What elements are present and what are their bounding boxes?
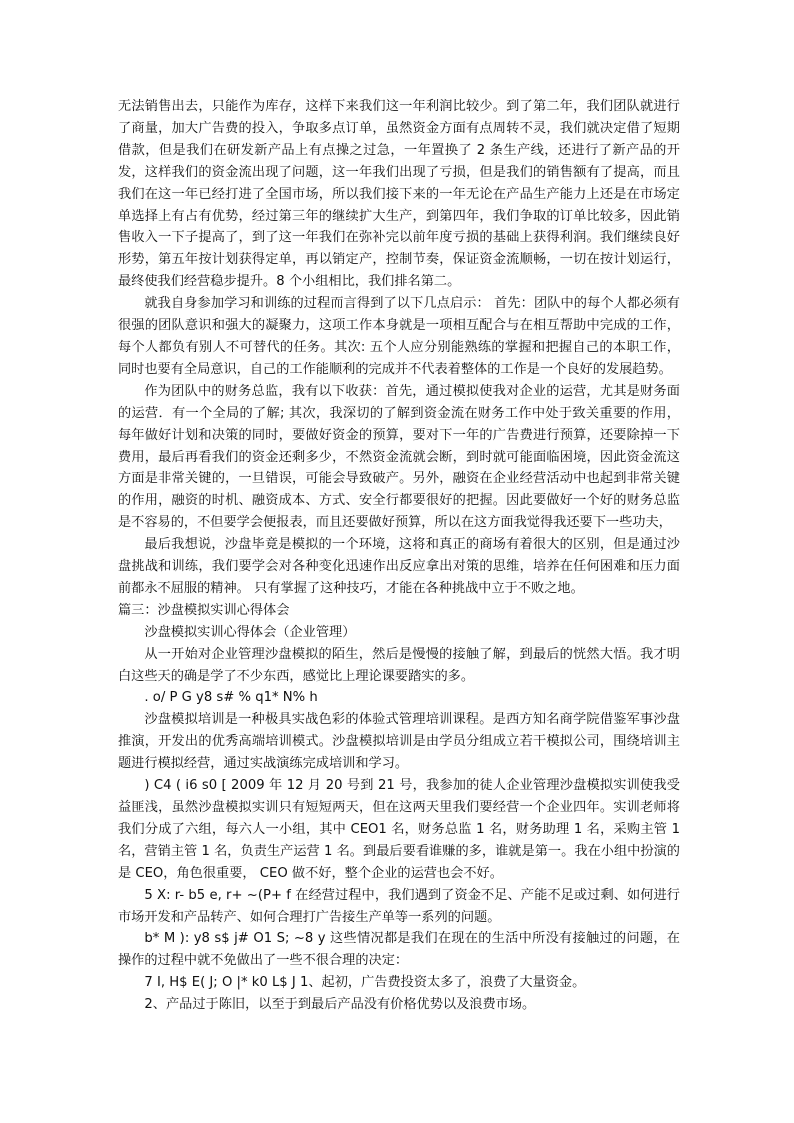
document-page [118, 96, 680, 1016]
body-paragraph: 2、产品过于陈旧，以至于到最后产品没有价格优势以及浪费市场。 [144, 997, 536, 1013]
body-paragraph: 从一开始对企业管理沙盘模拟的陌生，然后是慢慢的接触了解，到最后的恍然大悟。我才明白这些天的确是学了不少东西，感觉比上理论课要踏实的多。 [118, 646, 680, 684]
body-paragraph: b* M ): y8 s$ j# O1 S; ~8 y 这些情况都是我们在现在的生活中所没有接触过的问题，在操作的过程中就不免做出了一些不很合理的决定： [118, 931, 680, 969]
body-paragraph: 作为团队中的财务总监，我有以下收获：首先，通过模拟使我对企业的运营，尤其是财务面的运营．有一个全局的了解; 其次，我深切的了解到资金流在财务工作中处于致关重要的作用，每年做好计划和决策的同时，要做好资金的预算，要对下一年的广告费进行预算，还要除掉一下费用，最后再看我们的资金还剩多少，不然资金流就会断，到时就可能面临困境，因此资金流这方面是非常关键的，一旦错误，可能会导致破产。另外，融资在企业经营活动中也起到非常关键的作用，融资的时机、融资成本、方式、安全行都要很好的把握。因此要做好一个好的财务总监是不容易的，不但要学会便报表，而且还要做好预算，所以在这方面我觉得我还要下一些功夫， [118, 383, 680, 531]
body-paragraph: 无法销售出去，只能作为库存，这样下来我们这一年利润比较少。到了第二年，我们团队就进行了商量，加大广告费的投入，争取多点订单，虽然资金方面有点周转不灵，我们就决定借了短期借款，但是我们在研发新产品上有点操之过急，一年置换了 2 条生产线，还进行了新产品的开发，这样我们的资金流出现了问题，这一年我们出现了亏损，但是我们的销售额有了提高，而且我们在这一年已经打进了全国市场，所以我们接下来的一年无论在产品生产能力上还是在市场定单选择上有占有优势，经过第三年的继续扩大生产，到第四年，我们争取的订单比较多，因此销售收入一下子提高了，到了这一年我们在弥补完以前年度亏损的基础上获得利润。我们继续良好形势，第五年按计划获得定单，再以销定产，控制节奏，保证资金流顺畅，一切在按计划运行，最终使我们经营稳步提升。8 个小组相比，我们排名第二。 [118, 99, 680, 290]
body-paragraph: . o/ P G y8 s# % q1* N% h [144, 690, 318, 706]
body-paragraph: 7 I, H$ E( J; O |* k0 L$ J 1、起初，广告费投资太多了，浪费了大量资金。 [144, 975, 586, 991]
body-paragraph: 就我自身参加学习和训练的过程而言得到了以下几点启示： 首先：团队中的每个人都必须有很强的团队意识和强大的凝聚力，这项工作本身就是一项相互配合与在相互帮助中完成的工作，每个人都负有别人不可替代的任务。其次: 五个人应分别能熟练的掌握和把握自己的本职工作，同时也要有全局意识，自己的工作能顺利的完成并不代表着整体的工作是一个良好的发展趋势。 [118, 296, 680, 377]
body-paragraph: 最后我想说，沙盘毕竟是模拟的一个环境，这将和真正的商场有着很大的区别，但是通过沙盘挑战和训练，我们要学会对各种变化迅速作出反应拿出对策的思维，培养在任何困难和压力面前都永不屈服的精神。 只有掌握了这种技巧，才能在各种挑战中立于不败之地。 [118, 537, 680, 596]
body-paragraph: ) C4 ( i6 s0 [ 2009 年 12 月 20 号到 21 号，我参加的徒人企业管理沙盘模拟实训使我受益匪浅，虽然沙盘模拟实训只有短短两天，但在这两天里我们要经营一个企业四年。实训老师将我们分成了六组，每六人一小组，其中 CEO1 名，财务总监 1 名，财务助理 1 名，采购主管 1 名，营销主管 1 名，负责生产运营 1 名。到最后要看谁赚的多，谁就是第一。我在小组中扮演的是 CEO，角色很重要， CEO 做不好，整个企业的运营也会不好。 [118, 778, 680, 881]
section-title: 篇三：沙盘模拟实训心得体会 [118, 602, 290, 618]
section-subtitle: 沙盘模拟实训心得体会（企业管理） [144, 624, 356, 640]
body-paragraph: 沙盘模拟培训是一种极具实战色彩的体验式管理培训课程。是西方知名商学院借鉴军事沙盘推演，开发出的优秀高端培训模式。沙盘模拟培训是由学员分组成立若干模拟公司，围绕培训主题进行模拟经营，通过实战演练完成培训和学习。 [118, 712, 680, 772]
body-paragraph: 5 X: r- b5 e, r+ ~(P+ f 在经营过程中，我们遇到了资金不足、产能不足或过剩、如何进行市场开发和产品转产、如何合理打广告接生产单等一系列的问题。 [118, 887, 680, 925]
